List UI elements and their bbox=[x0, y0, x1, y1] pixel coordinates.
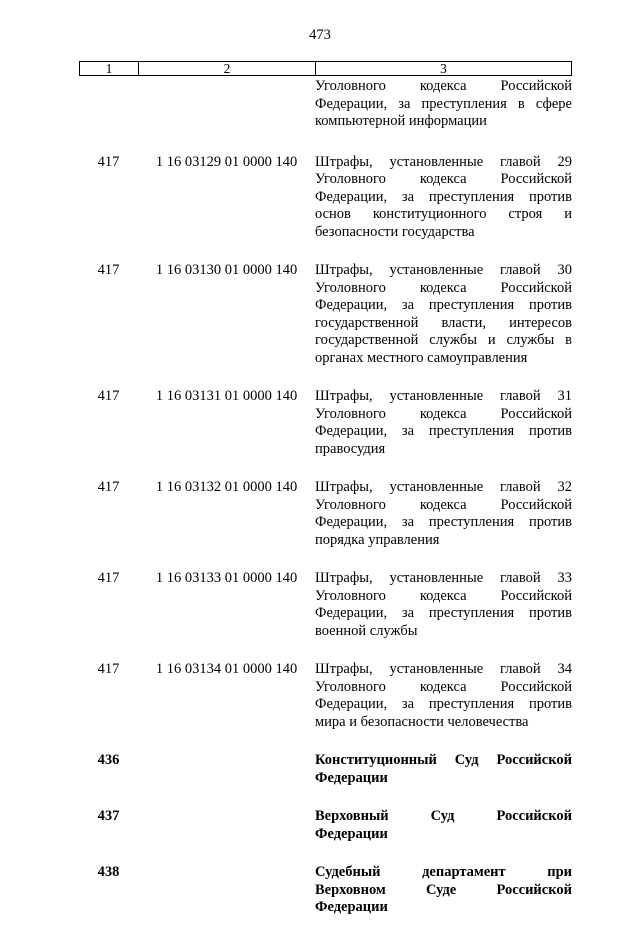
description bbox=[315, 479, 572, 549]
row-number: 417 bbox=[97, 153, 120, 170]
budget-code: 1 16 03129 01 0000 140 bbox=[155, 153, 298, 170]
budget-code: 1 16 03134 01 0000 140 bbox=[155, 661, 298, 677]
budget-code: 1 16 03131 01 0000 140 bbox=[155, 388, 298, 404]
budget-code bbox=[138, 808, 315, 826]
table-row bbox=[79, 479, 572, 549]
description-line: основ конституционного строя и bbox=[315, 206, 572, 222]
description-line: Федерации bbox=[315, 899, 388, 915]
row-number: 436 bbox=[97, 752, 120, 768]
description-line: Федерации, за преступления против bbox=[315, 514, 572, 530]
row-number: 417 bbox=[97, 661, 120, 677]
description-line: Судебный департамент при bbox=[315, 864, 572, 880]
description bbox=[315, 154, 572, 242]
description-line: Верховный Суд Российской bbox=[315, 808, 572, 824]
budget-code: 1 16 03130 01 0000 140 bbox=[155, 262, 298, 278]
row-number: 417 bbox=[97, 479, 120, 495]
budget-code bbox=[138, 752, 315, 770]
description-line: органах местного самоуправления bbox=[315, 349, 528, 366]
description-line: Уголовного кодекса Российской bbox=[315, 171, 572, 187]
description-line: Штрафы, установленные главой 29 bbox=[315, 153, 572, 170]
row-number: 438 bbox=[97, 864, 120, 880]
description-line: государственной власти, интересов bbox=[315, 314, 572, 331]
table-header bbox=[79, 61, 572, 76]
description-line: Федерации, за преступления против bbox=[315, 423, 572, 439]
row-number: 417 bbox=[97, 388, 120, 404]
description-line: Штрафы, установленные главой 31 bbox=[315, 388, 572, 404]
description-line: Федерации, за преступления против bbox=[315, 696, 572, 712]
table-row bbox=[79, 262, 572, 367]
description-line: Федерации bbox=[315, 825, 388, 842]
description-line: Верховном Суде Российской bbox=[315, 881, 572, 898]
description-line: военной службы bbox=[315, 622, 418, 639]
description-line: порядка управления bbox=[315, 531, 440, 548]
description-line: Уголовного кодекса Российской bbox=[315, 678, 572, 695]
row-number bbox=[79, 78, 138, 96]
description bbox=[315, 570, 572, 640]
description bbox=[315, 864, 572, 917]
table-row bbox=[79, 78, 572, 131]
row-number: 417 bbox=[97, 262, 120, 278]
row-number: 437 bbox=[97, 808, 120, 824]
description-line: Штрафы, установленные главой 34 bbox=[315, 661, 572, 677]
row-number: 417 bbox=[97, 570, 120, 586]
description bbox=[315, 262, 572, 367]
description-line: Федерации, за преступления против bbox=[315, 605, 572, 621]
table-row bbox=[79, 752, 572, 787]
description-line: Уголовного кодекса Российской bbox=[315, 587, 572, 604]
header-col-3: 3 bbox=[440, 61, 447, 76]
budget-code bbox=[138, 78, 315, 96]
description bbox=[315, 752, 572, 787]
description-line: Федерации bbox=[315, 769, 388, 786]
description bbox=[315, 661, 572, 731]
description-line: государственной службы и службы в bbox=[315, 332, 572, 348]
table-row bbox=[79, 570, 572, 640]
header-col-1: 1 bbox=[80, 62, 139, 75]
table-row bbox=[79, 864, 572, 917]
page-number: 473 bbox=[309, 27, 331, 43]
description-line: Штрафы, установленные главой 32 bbox=[315, 479, 572, 495]
description-line: Федерации, за преступления против bbox=[315, 297, 572, 313]
budget-code: 1 16 03132 01 0000 140 bbox=[155, 479, 298, 495]
description-line: Уголовного кодекса Российской bbox=[315, 78, 572, 94]
description-line: мира и безопасности человечества bbox=[315, 713, 529, 730]
description bbox=[315, 808, 572, 843]
budget-code: 1 16 03133 01 0000 140 bbox=[155, 570, 298, 586]
description-line: Конституционный Суд Российской bbox=[315, 752, 572, 768]
description-line: Федерации, за преступления в сфере bbox=[315, 95, 572, 112]
table-row bbox=[79, 388, 572, 458]
description-line: Федерации, за преступления против bbox=[315, 188, 572, 205]
table-row bbox=[79, 661, 572, 731]
header-col-2: 2 bbox=[139, 62, 316, 75]
description-line: Уголовного кодекса Российской bbox=[315, 496, 572, 513]
budget-code bbox=[138, 864, 315, 882]
description-line: правосудия bbox=[315, 440, 386, 457]
description-line: Штрафы, установленные главой 30 bbox=[315, 262, 572, 278]
description bbox=[315, 78, 572, 131]
table-body bbox=[79, 78, 572, 938]
table-row bbox=[79, 154, 572, 242]
description bbox=[315, 388, 572, 458]
table-row bbox=[79, 808, 572, 843]
description-line: Уголовного кодекса Российской bbox=[315, 405, 572, 422]
description-line: компьютерной информации bbox=[315, 113, 487, 129]
description-line: Уголовного кодекса Российской bbox=[315, 279, 572, 296]
description-line: безопасности государства bbox=[315, 223, 475, 240]
description-line: Штрафы, установленные главой 33 bbox=[315, 570, 572, 586]
